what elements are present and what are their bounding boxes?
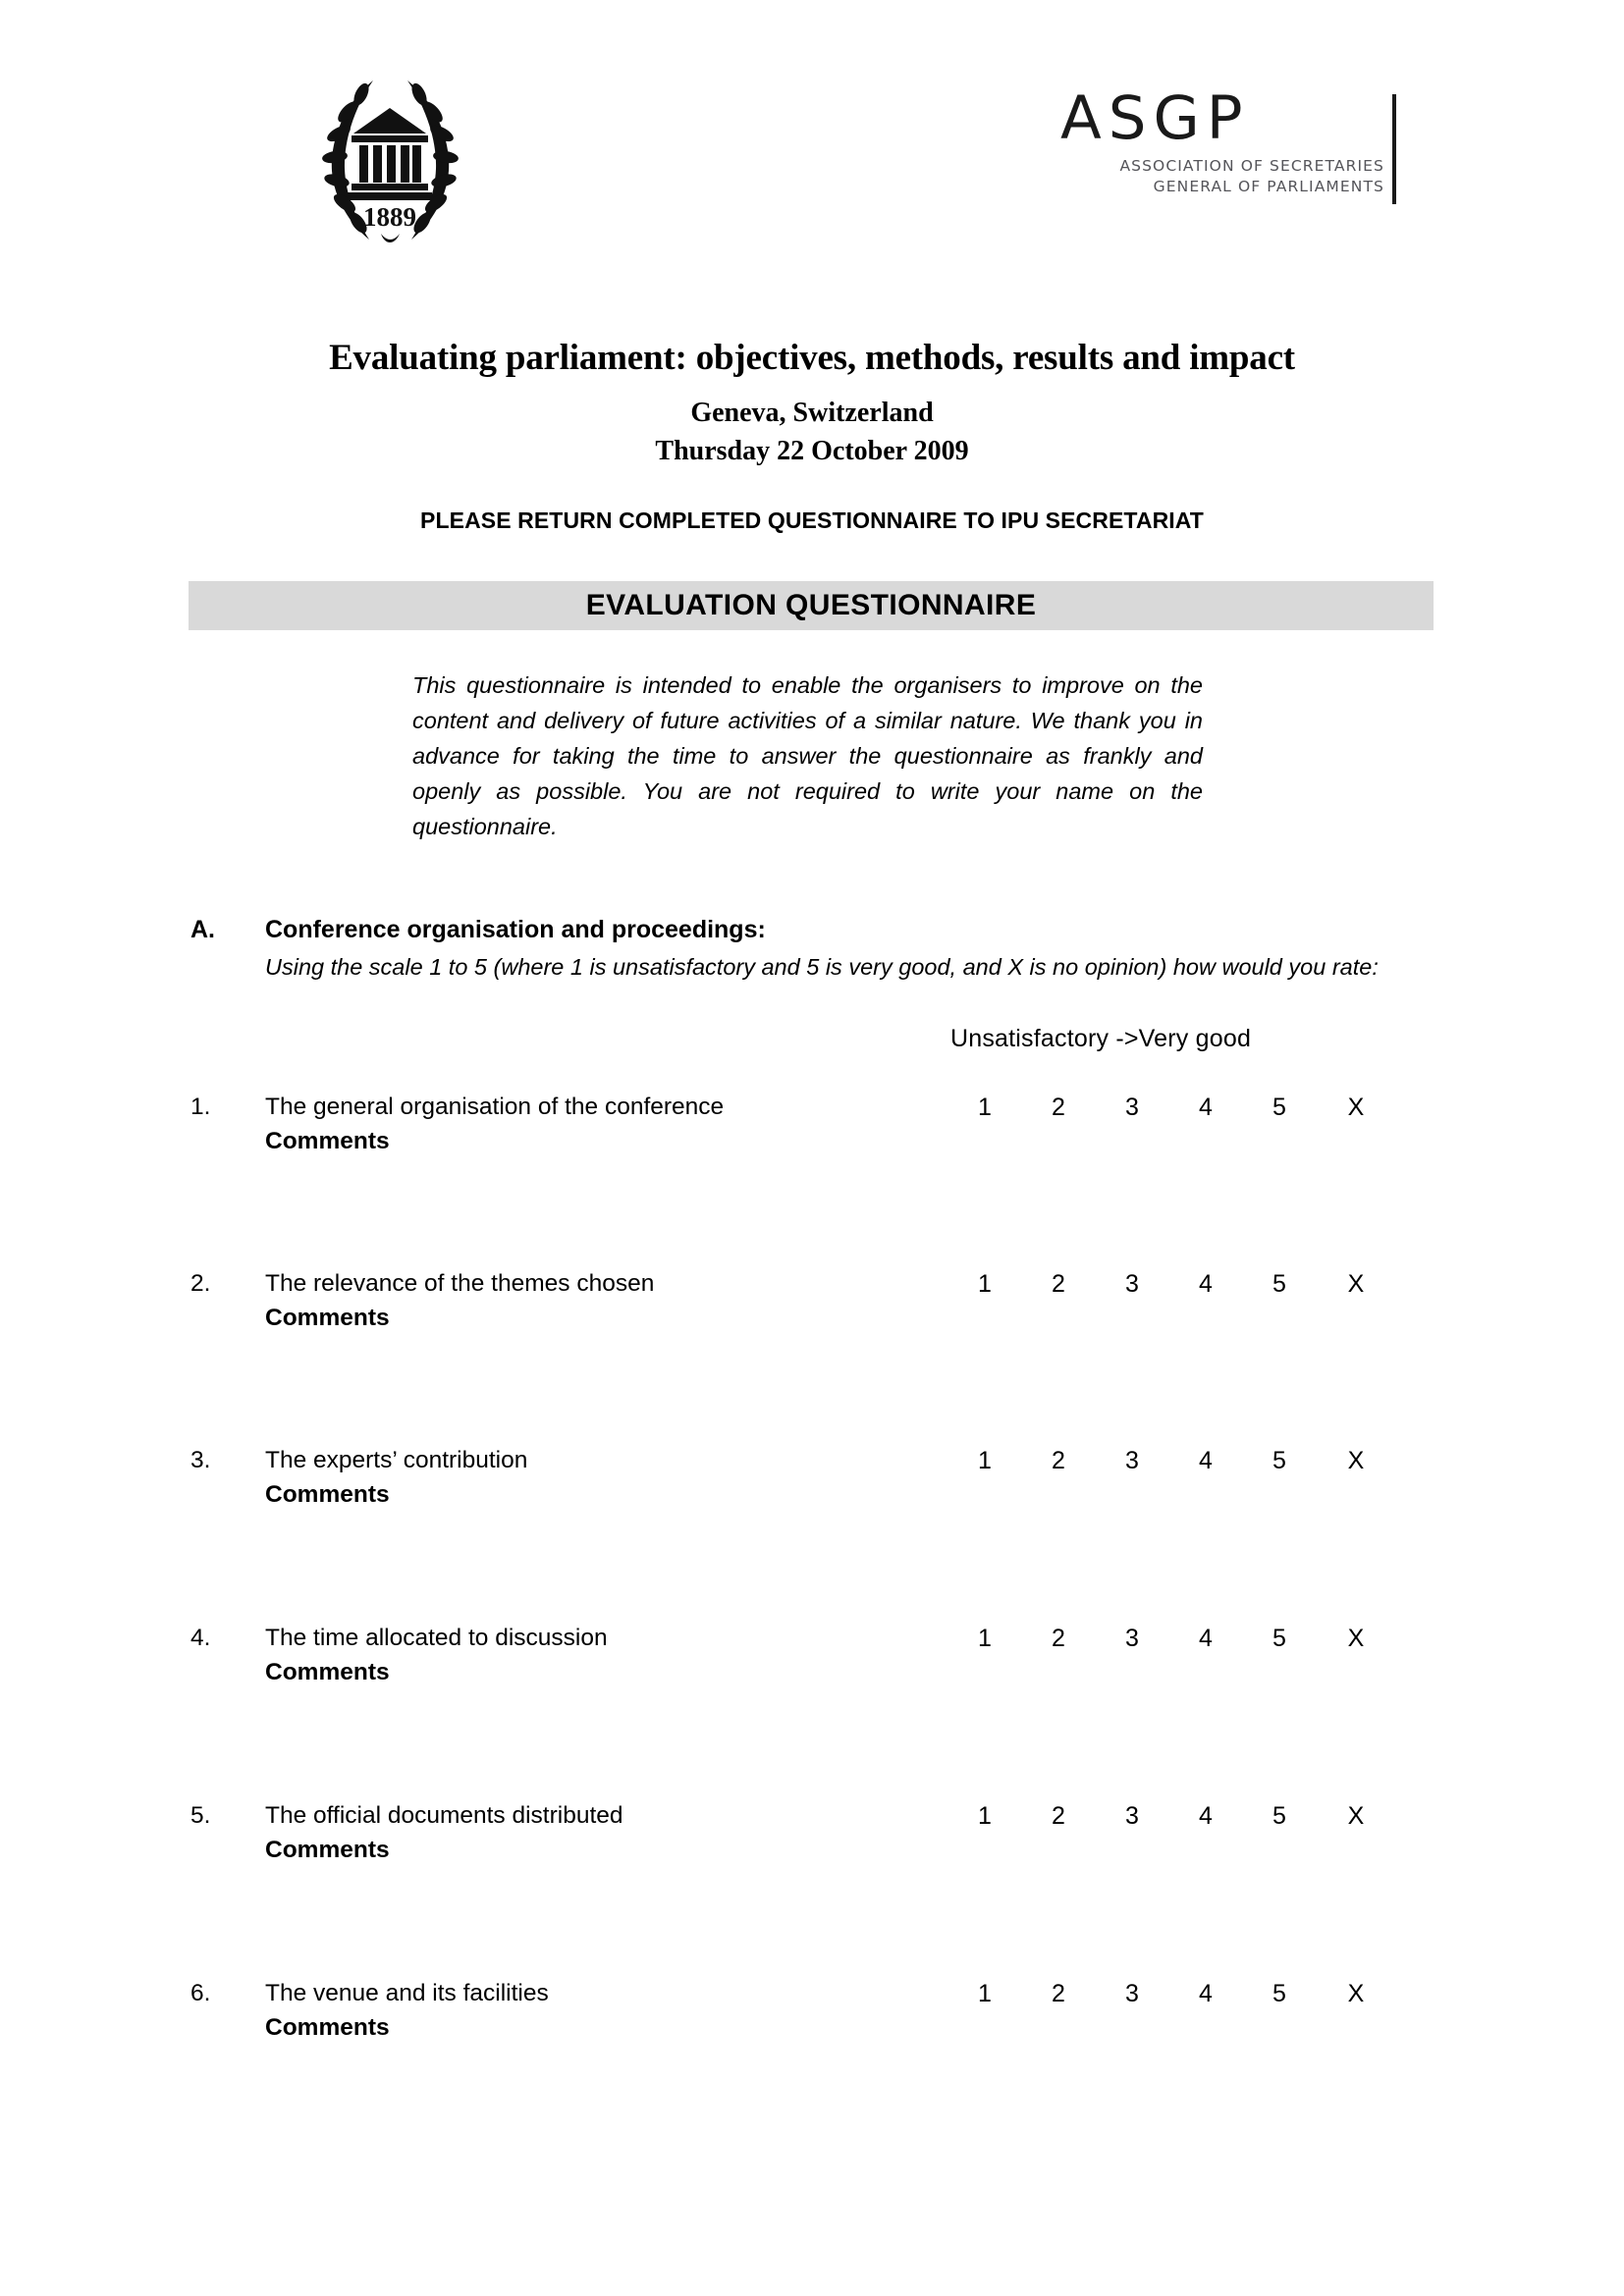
section-a-letter: A.: [190, 916, 215, 943]
page-title: Evaluating parliament: objectives, methods, results and impact: [329, 338, 1295, 378]
asgp-subtitle-line-2: GENERAL OF PARLIAMENTS: [1153, 177, 1384, 195]
rating-option-4[interactable]: 4: [1199, 1447, 1213, 1474]
asgp-subtitle-line-1: ASSOCIATION OF SECRETARIES: [1119, 157, 1384, 175]
rating-option-x[interactable]: X: [1347, 1802, 1365, 1830]
rating-option-3[interactable]: 3: [1125, 1980, 1139, 2007]
table-row: [0, 1802, 1624, 1881]
rating-option-4[interactable]: 4: [1199, 1980, 1213, 2007]
rating-option-1[interactable]: 1: [978, 1270, 992, 1298]
rating-option-5[interactable]: 5: [1272, 1094, 1286, 1121]
rating-option-5[interactable]: 5: [1272, 1270, 1286, 1298]
return-instruction: PLEASE RETURN COMPLETED QUESTIONNAIRE TO IPU SECRETARIAT: [420, 507, 1204, 533]
table-row: [0, 1094, 1624, 1172]
rating-option-x[interactable]: X: [1347, 1980, 1365, 2007]
rating-option-1[interactable]: 1: [978, 1980, 992, 2007]
rating-option-x[interactable]: X: [1347, 1447, 1365, 1474]
ipu-logo-year: 1889: [363, 202, 416, 232]
rating-option-4[interactable]: 4: [1199, 1094, 1213, 1121]
rating-option-1[interactable]: 1: [978, 1447, 992, 1474]
rating-option-4[interactable]: 4: [1199, 1802, 1213, 1830]
rating-option-2[interactable]: 2: [1052, 1802, 1065, 1830]
evaluation-questionnaire-banner: [189, 581, 1434, 630]
section-a-instruction: Using the scale 1 to 5 (where 1 is unsatisfactory and 5 is very good, and X is no opinion) how would you rate:: [265, 954, 1379, 980]
question-text: The official documents distributed: [265, 1802, 623, 1829]
rating-option-5[interactable]: 5: [1272, 1802, 1286, 1830]
rating-option-3[interactable]: 3: [1125, 1447, 1139, 1474]
rating-scale: [972, 1270, 1384, 1304]
rating-option-3[interactable]: 3: [1125, 1270, 1139, 1298]
rating-option-x[interactable]: X: [1347, 1270, 1365, 1298]
question-number: 4.: [190, 1625, 211, 1651]
banner-label: EVALUATION QUESTIONNAIRE: [585, 589, 1037, 621]
rating-option-x[interactable]: X: [1347, 1094, 1365, 1121]
rating-scale: [972, 1447, 1384, 1480]
question-number: 3.: [190, 1447, 211, 1473]
logo-row: [0, 69, 1624, 255]
rating-option-2[interactable]: 2: [1052, 1625, 1065, 1652]
rating-option-3[interactable]: 3: [1125, 1802, 1139, 1830]
rating-option-4[interactable]: 4: [1199, 1270, 1213, 1298]
comments-label: Comments: [265, 1305, 390, 1331]
question-text: The relevance of the themes chosen: [265, 1270, 655, 1297]
table-row: [0, 1625, 1624, 1703]
rating-option-2[interactable]: 2: [1052, 1447, 1065, 1474]
comments-label: Comments: [265, 2014, 390, 2041]
rating-option-4[interactable]: 4: [1199, 1625, 1213, 1652]
comments-label: Comments: [265, 1837, 390, 1863]
intro-paragraph: This questionnaire is intended to enable the organisers to improve on the content and delivery of future activities of a similar nature. We thank you in advance for taking the time to answer the questionnaire as frankly and openly as possible. You are not required to write your name on the questionnaire.: [412, 672, 1203, 839]
rating-scale: [972, 1802, 1384, 1836]
table-row: [0, 1980, 1624, 2058]
rating-option-x[interactable]: X: [1347, 1625, 1365, 1652]
rating-option-5[interactable]: 5: [1272, 1447, 1286, 1474]
rating-option-5[interactable]: 5: [1272, 1980, 1286, 2007]
question-number: 6.: [190, 1980, 211, 2006]
rating-option-2[interactable]: 2: [1052, 1270, 1065, 1298]
rating-scale: [972, 1625, 1384, 1658]
ipu-emblem-icon: [304, 69, 476, 245]
question-number: 2.: [190, 1270, 211, 1297]
asgp-subtitle: [1060, 156, 1384, 196]
rating-option-3[interactable]: 3: [1125, 1625, 1139, 1652]
asgp-acronym: ASGP: [1060, 83, 1250, 153]
comments-label: Comments: [265, 1481, 390, 1508]
question-text: The experts’ contribution: [265, 1447, 528, 1473]
rating-option-5[interactable]: 5: [1272, 1625, 1286, 1652]
question-number: 5.: [190, 1802, 211, 1829]
table-row: [0, 1270, 1624, 1349]
comments-label: Comments: [265, 1659, 390, 1685]
scale-header-label: Unsatisfactory ->Very good: [950, 1025, 1252, 1052]
asgp-logo: [1060, 83, 1384, 206]
rating-option-3[interactable]: 3: [1125, 1094, 1139, 1121]
question-number: 1.: [190, 1094, 211, 1120]
rating-option-1[interactable]: 1: [978, 1625, 992, 1652]
asgp-divider-bar: [1392, 94, 1396, 204]
comments-label: Comments: [265, 1128, 390, 1154]
event-location: Geneva, Switzerland: [690, 398, 934, 428]
question-text: The time allocated to discussion: [265, 1625, 608, 1651]
rating-option-2[interactable]: 2: [1052, 1094, 1065, 1121]
rating-option-1[interactable]: 1: [978, 1094, 992, 1121]
question-text: The venue and its facilities: [265, 1980, 549, 2006]
section-a-title: Conference organisation and proceedings:: [265, 916, 766, 943]
rating-scale: [972, 1094, 1384, 1127]
rating-option-1[interactable]: 1: [978, 1802, 992, 1830]
question-text: The general organisation of the conference: [265, 1094, 725, 1120]
rating-option-2[interactable]: 2: [1052, 1980, 1065, 2007]
rating-scale: [972, 1980, 1384, 2013]
table-row: [0, 1447, 1624, 1525]
event-date: Thursday 22 October 2009: [655, 436, 969, 466]
